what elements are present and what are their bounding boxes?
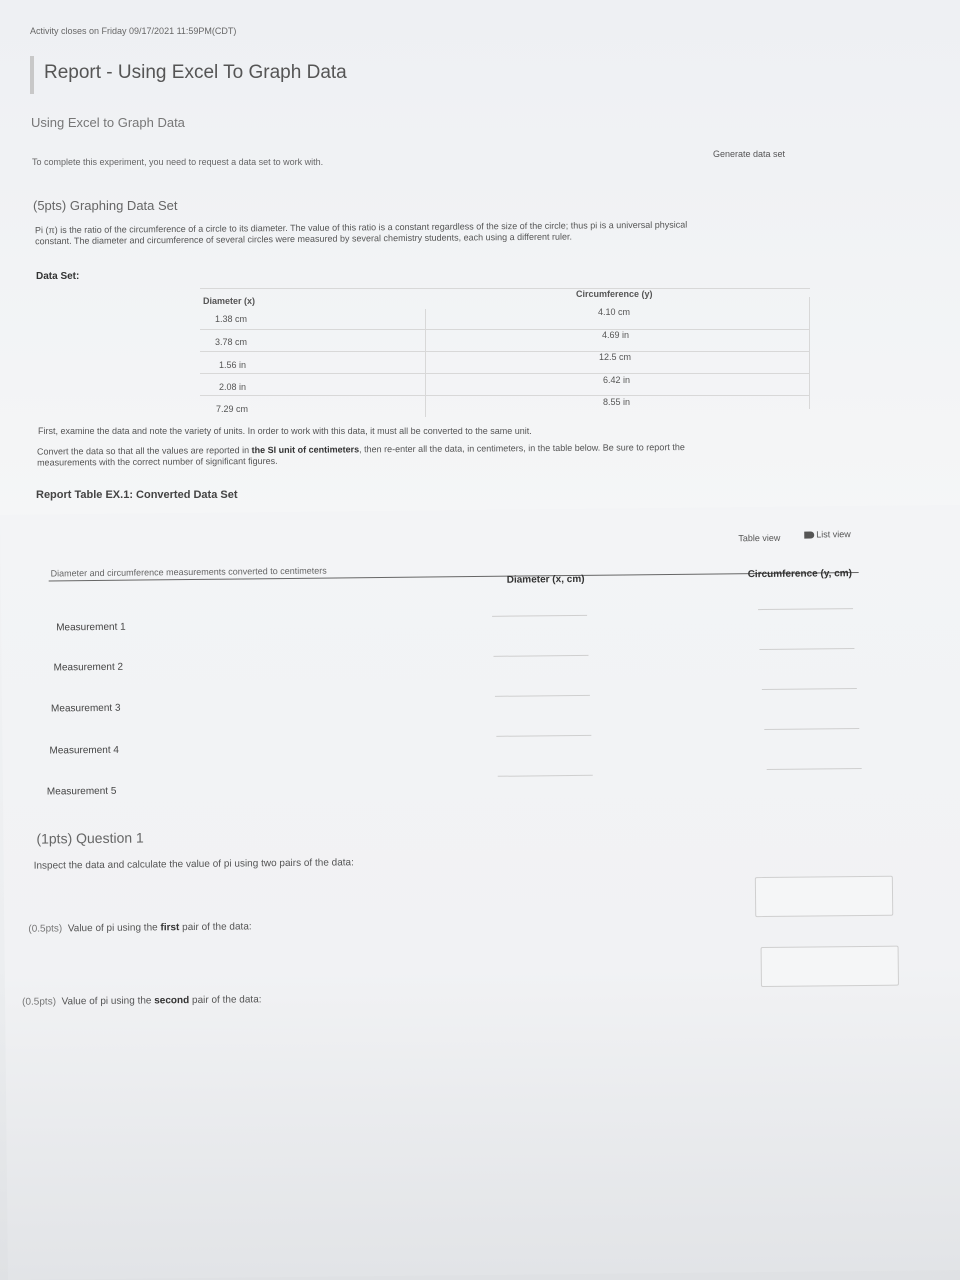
second-pair-bold: second [154,995,190,1007]
page-sheet-top [0,0,960,525]
circumference-cell: 8.55 in [603,397,631,407]
diameter-input[interactable] [495,695,590,697]
table-divider [425,309,426,417]
first-pair-answer-input[interactable] [755,876,893,917]
first-pair-bold: first [160,922,180,934]
convert-pre: Convert the data so that all the values are reported in [36,445,252,457]
first-pair-pre: Value of pi using the [67,922,161,935]
data-set-table [200,288,810,417]
row-divider [200,351,810,352]
first-pair-post: pair of the data: [179,921,252,934]
request-text: To complete this experiment, you need to request a data set to work with. [32,157,324,167]
diameter-input[interactable] [494,655,589,657]
row-divider [200,373,810,374]
title-accent-bar [30,56,34,94]
page-sheet-bottom [0,505,960,1280]
diameter-cell: 3.78 cm [215,337,248,347]
measurement-label: Measurement 3 [50,702,121,715]
generate-data-set-button[interactable]: Generate data set [713,149,786,159]
question-1-prompt: Inspect the data and calculate the value of pi using two pairs of the data: [33,857,354,872]
examine-text: First, examine the data and note the variety of units. In order to work with this data, it must all be converted to the same unit. [38,426,532,436]
description-line-1: Pi (π) is the ratio of the circumference of a circle to its diameter. The value of this ratio is a constant regardless of the size of the circle; thus pi is a universal physical [34,219,688,236]
graphing-heading: (5pts) Graphing Data Set [33,198,178,213]
diameter-cell: 7.29 cm [216,404,249,414]
second-pair-pre: Value of pi using the [61,995,155,1008]
col-header-diameter: Diameter (x) [203,296,256,306]
col-header-diameter-cm: Diameter (x, cm) [506,573,585,586]
activity-deadline: Activity closes on Friday 09/17/2021 11:59PM(CDT) [30,26,237,36]
table-view-toggle[interactable]: Table view [738,532,781,544]
circumference-input[interactable] [758,608,853,610]
list-view-label: List view [816,529,851,540]
diameter-input[interactable] [492,615,587,617]
converted-table-caption: Diameter and circumference measurements converted to centimeters [50,565,327,579]
measurement-label: Measurement 1 [56,621,126,634]
measurement-label: Measurement 2 [53,661,124,674]
question-1-heading: (1pts) Question 1 [36,829,144,847]
diameter-cell: 1.38 cm [215,314,248,324]
circumference-input[interactable] [767,768,862,770]
second-pair-answer-input[interactable] [761,946,899,987]
list-view-toggle[interactable] [804,529,851,539]
diameter-input[interactable] [496,735,591,737]
toggle-switch-icon [804,532,814,539]
first-pair-label [28,921,251,934]
row-divider [200,395,810,396]
col-header-circumference-cm: Circumference (y, cm) [747,568,853,581]
diameter-input[interactable] [498,775,593,777]
circumference-input[interactable] [762,688,857,690]
table-right-border [809,297,810,409]
convert-line-2: measurements with the correct number of significant figures. [37,455,278,468]
circumference-input[interactable] [764,728,859,730]
diameter-cell: 2.08 in [219,382,247,392]
first-pair-points: (0.5pts) [28,923,63,935]
measurement-label: Measurement 5 [46,785,117,798]
second-pair-points: (0.5pts) [22,996,57,1008]
diameter-cell: 1.56 in [219,360,247,370]
convert-bold: the SI unit of centimeters [251,444,360,456]
convert-post: , then re-enter all the data, in centimeters, in the table below. Be sure to report the [359,442,685,455]
measurement-label: Measurement 4 [49,744,120,757]
col-header-circumference: Circumference (y) [576,289,653,299]
description-line-2: constant. The diameter and circumference of several circles were measured by several chemistry students, each using a different ruler. [35,231,573,247]
circumference-cell: 12.5 cm [599,352,632,362]
row-divider [200,329,810,330]
second-pair-post: pair of the data: [189,994,262,1007]
circumference-cell: 4.69 in [602,330,630,340]
page-title: Report - Using Excel To Graph Data [44,62,347,83]
circumference-input[interactable] [759,648,854,650]
data-set-label: Data Set: [36,271,80,282]
graphing-description [35,219,775,247]
circumference-cell: 6.42 in [603,375,631,385]
page-subtitle: Using Excel to Graph Data [31,115,185,130]
circumference-cell: 4.10 cm [598,307,631,317]
convert-instructions [37,441,777,468]
second-pair-label [22,994,262,1008]
report-table-label: Report Table EX.1: Converted Data Set [36,489,238,501]
